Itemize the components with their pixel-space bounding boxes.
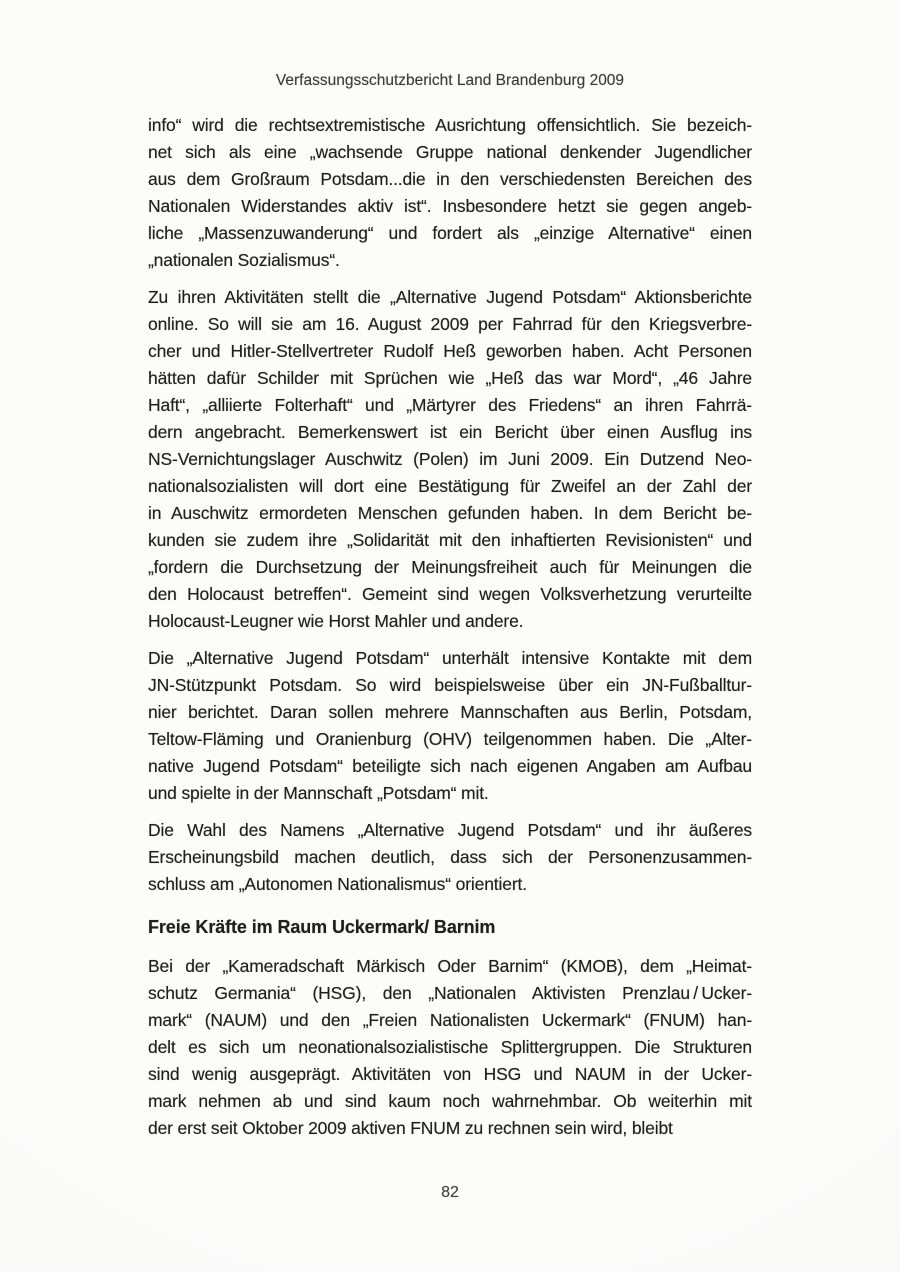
text-line: liche „Massenzuwanderung“ und fordert als „einzige Alternative“ einen: [148, 223, 752, 243]
text-line: den Holocaust betreffen“. Gemeint sind wegen Volksverhetzung verurteilte: [148, 584, 752, 604]
text-line: Nationalen Widerstandes aktiv ist“. Insbesondere hetzt sie gegen angeb-: [148, 196, 752, 216]
text-line: mark nehmen ab und sind kaum noch wahrnehmbar. Ob weiterhin mit: [148, 1091, 752, 1111]
text-line: „nationalen Sozialismus“.: [148, 250, 340, 270]
text-line: nier berichtet. Daran sollen mehrere Mannschaften aus Berlin, Potsdam,: [148, 702, 752, 722]
text-line: Holocaust-Leugner wie Horst Mahler und andere.: [148, 611, 524, 631]
text-line: in Auschwitz ermordeten Menschen gefunden haben. In dem Bericht be-: [148, 503, 752, 523]
text-line: mark“ (NAUM) und den „Freien Nationalisten Uckermark“ (FNUM) han-: [148, 1010, 752, 1030]
paragraph: [148, 112, 752, 274]
text-line: „fordern die Durchsetzung der Meinungsfreiheit auch für Meinungen die: [148, 557, 752, 577]
text-line: info“ wird die rechtsextremistische Ausrichtung offensichtlich. Sie bezeich-: [148, 115, 752, 135]
text-line: Zu ihren Aktivitäten stellt die „Alternative Jugend Potsdam“ Aktionsberichte: [148, 287, 752, 307]
text-line: aus dem Großraum Potsdam...die in den verschiedensten Bereichen des: [148, 169, 752, 189]
text-line: nationalsozialisten will dort eine Bestätigung für Zweifel an der Zahl der: [148, 476, 752, 496]
text-line: net sich als eine „wachsende Gruppe national denkender Jugendlicher: [148, 142, 752, 162]
text-line: sind wenig ausgeprägt. Aktivitäten von HSG und NAUM in der Ucker-: [148, 1064, 752, 1084]
page-number: 82: [441, 1184, 459, 1201]
running-header: Verfassungsschutzbericht Land Brandenburg 2009: [275, 72, 625, 89]
text-line: Erscheinungsbild machen deutlich, dass sich der Personenzusammen-: [148, 847, 752, 867]
paragraph: [148, 645, 752, 807]
text-line: Die „Alternative Jugend Potsdam“ unterhält intensive Kontakte mit dem: [148, 648, 752, 668]
text-line: der erst seit Oktober 2009 aktiven FNUM zu rechnen sein wird, bleibt: [148, 1118, 673, 1138]
text-line: schutz Germania“ (HSG), den „Nationalen Aktivisten Prenzlau / Ucker-: [148, 983, 752, 1003]
text-line: online. So will sie am 16. August 2009 per Fahrrad für den Kriegsverbre-: [148, 314, 752, 334]
paragraph: [148, 817, 752, 898]
text-line: Bei der „Kameradschaft Märkisch Oder Barnim“ (KMOB), dem „Heimat-: [148, 956, 752, 976]
text-line: cher und Hitler-Stellvertreter Rudolf Heß geworben haben. Acht Personen: [148, 341, 752, 361]
text-line: und spielte in der Mannschaft „Potsdam“ mit.: [148, 783, 489, 803]
paragraph: [148, 953, 752, 1142]
text-line: native Jugend Potsdam“ beteiligte sich nach eigenen Angaben am Aufbau: [148, 756, 752, 776]
text-line: JN-Stützpunkt Potsdam. So wird beispielsweise über ein JN-Fußballtur-: [148, 675, 752, 695]
text-line: delt es sich um neonationalsozialistische Splittergruppen. Die Strukturen: [148, 1037, 752, 1057]
section-heading: Freie Kräfte im Raum Uckermark/ Barnim: [148, 917, 496, 937]
text-line: hätten dafür Schilder mit Sprüchen wie „Heß das war Mord“, „46 Jahre: [148, 368, 752, 388]
paragraph: [148, 284, 752, 635]
text-line: schluss am „Autonomen Nationalismus“ orientiert.: [148, 874, 527, 894]
text-column: [148, 112, 752, 1152]
text-line: NS-Vernichtungslager Auschwitz (Polen) im Juni 2009. Ein Dutzend Neo-: [148, 449, 752, 469]
text-line: Haft“, „alliierte Folterhaft“ und „Märtyrer des Friedens“ an ihren Fahrrä-: [148, 395, 752, 415]
text-line: Die Wahl des Namens „Alternative Jugend Potsdam“ und ihr äußeres: [148, 820, 752, 840]
text-line: Teltow-Fläming und Oranienburg (OHV) teilgenommen haben. Die „Alter-: [148, 729, 752, 749]
text-line: dern angebracht. Bemerkenswert ist ein Bericht über einen Ausflug ins: [148, 422, 752, 442]
text-line: kunden sie zudem ihre „Solidarität mit den inhaftierten Revisionisten“ und: [148, 530, 752, 550]
